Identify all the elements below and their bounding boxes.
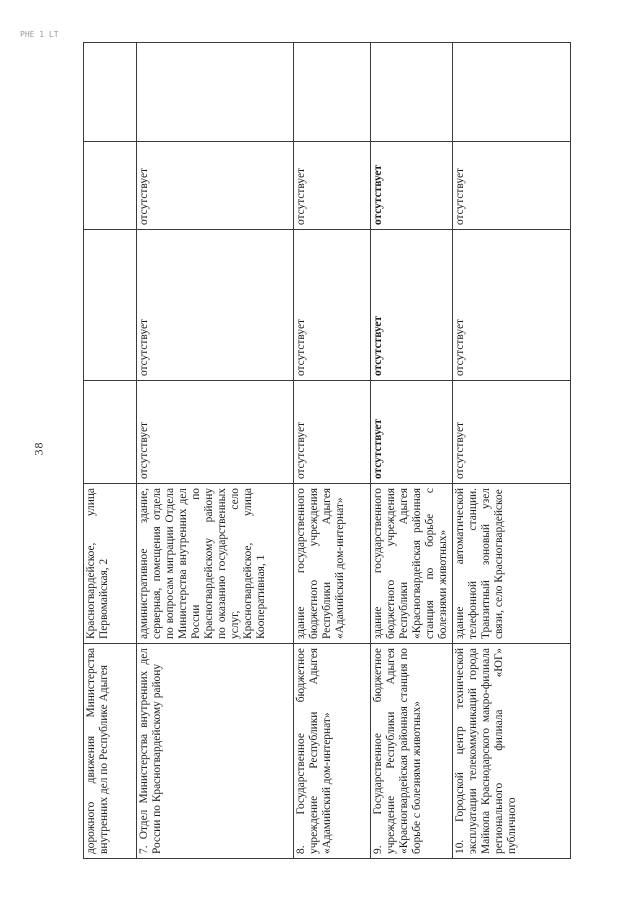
table-cell: [137, 43, 294, 142]
table-cell: 10. Городской центр технической эксплуатации телекоммуникаций города Майкопа Краснодарского макро-филиала регионального филиала «ЮГ» публичного: [453, 644, 571, 859]
rotated-document-table: [83, 43, 570, 859]
table-cell: отсутствует: [294, 381, 371, 484]
table-cell: отсутствует: [294, 142, 371, 230]
table-row: [137, 43, 294, 859]
table-cell: [84, 381, 137, 484]
table-cell: отсутствует: [453, 142, 571, 230]
table-cell: Красногвардейское, улица Первомайская, 2: [84, 484, 137, 644]
table-cell: 8. Государственное бюджетное учреждение Республики Адыгея «Адамийский дом-интернат»: [294, 644, 371, 859]
table-cell: отсутствует: [137, 381, 294, 484]
page-number: 38: [31, 441, 46, 456]
table-cell: [453, 43, 571, 142]
table-cell: отсутствует: [371, 142, 453, 230]
table-cell: отсутствует: [371, 381, 453, 484]
table-cell: дорожного движения Министерства внутренних дел по Республике Адыгея: [84, 644, 137, 859]
table-row: [453, 43, 571, 859]
table-cell: [84, 142, 137, 230]
table-cell: отсутствует: [371, 230, 453, 381]
table-cell: здание автоматической телефонной станции. Транзитный зоновый узел связи, село Красногвардейское: [453, 484, 571, 644]
table-cell: [84, 43, 137, 142]
table-row: [84, 43, 137, 859]
table-cell: здание государственного бюджетного учреждения Республики Адыгея «Адамийский дом-интернат»: [294, 484, 371, 644]
table-row: [294, 43, 371, 859]
table-cell: отсутствует: [137, 230, 294, 381]
table-cell: [294, 43, 371, 142]
document-table: [83, 42, 571, 859]
table-cell: [84, 230, 137, 381]
table-cell: 9. Государственное бюджетное учреждение Республики Адыгея «Красногвардейская районная станция по борьбе с болезнями животных»: [371, 644, 453, 859]
table-cell: отсутствует: [294, 230, 371, 381]
table-cell: отсутствует: [453, 381, 571, 484]
table-cell: отсутствует: [453, 230, 571, 381]
corner-scan-mark: PHE 1 LT: [20, 30, 59, 39]
table-row: [371, 43, 453, 859]
table-cell: административное здание, серверная, помещения отдела по вопросам миграции Отдела Министерства внутренних дел России по Красногвардейскому району по оказанию государственных услуг, село Красногвардейское, улица Кооперативная, 1: [137, 484, 294, 644]
table-cell: здание государственного бюджетного учреждения Республики Адыгея «Красногвардейская районная станция по борьбе с болезнями животных»: [371, 484, 453, 644]
table-cell: [371, 43, 453, 142]
table-cell: 7. Отдел Министерства внутренних дел России по Красногвардейскому району: [137, 644, 294, 859]
table-cell: отсутствует: [137, 142, 294, 230]
